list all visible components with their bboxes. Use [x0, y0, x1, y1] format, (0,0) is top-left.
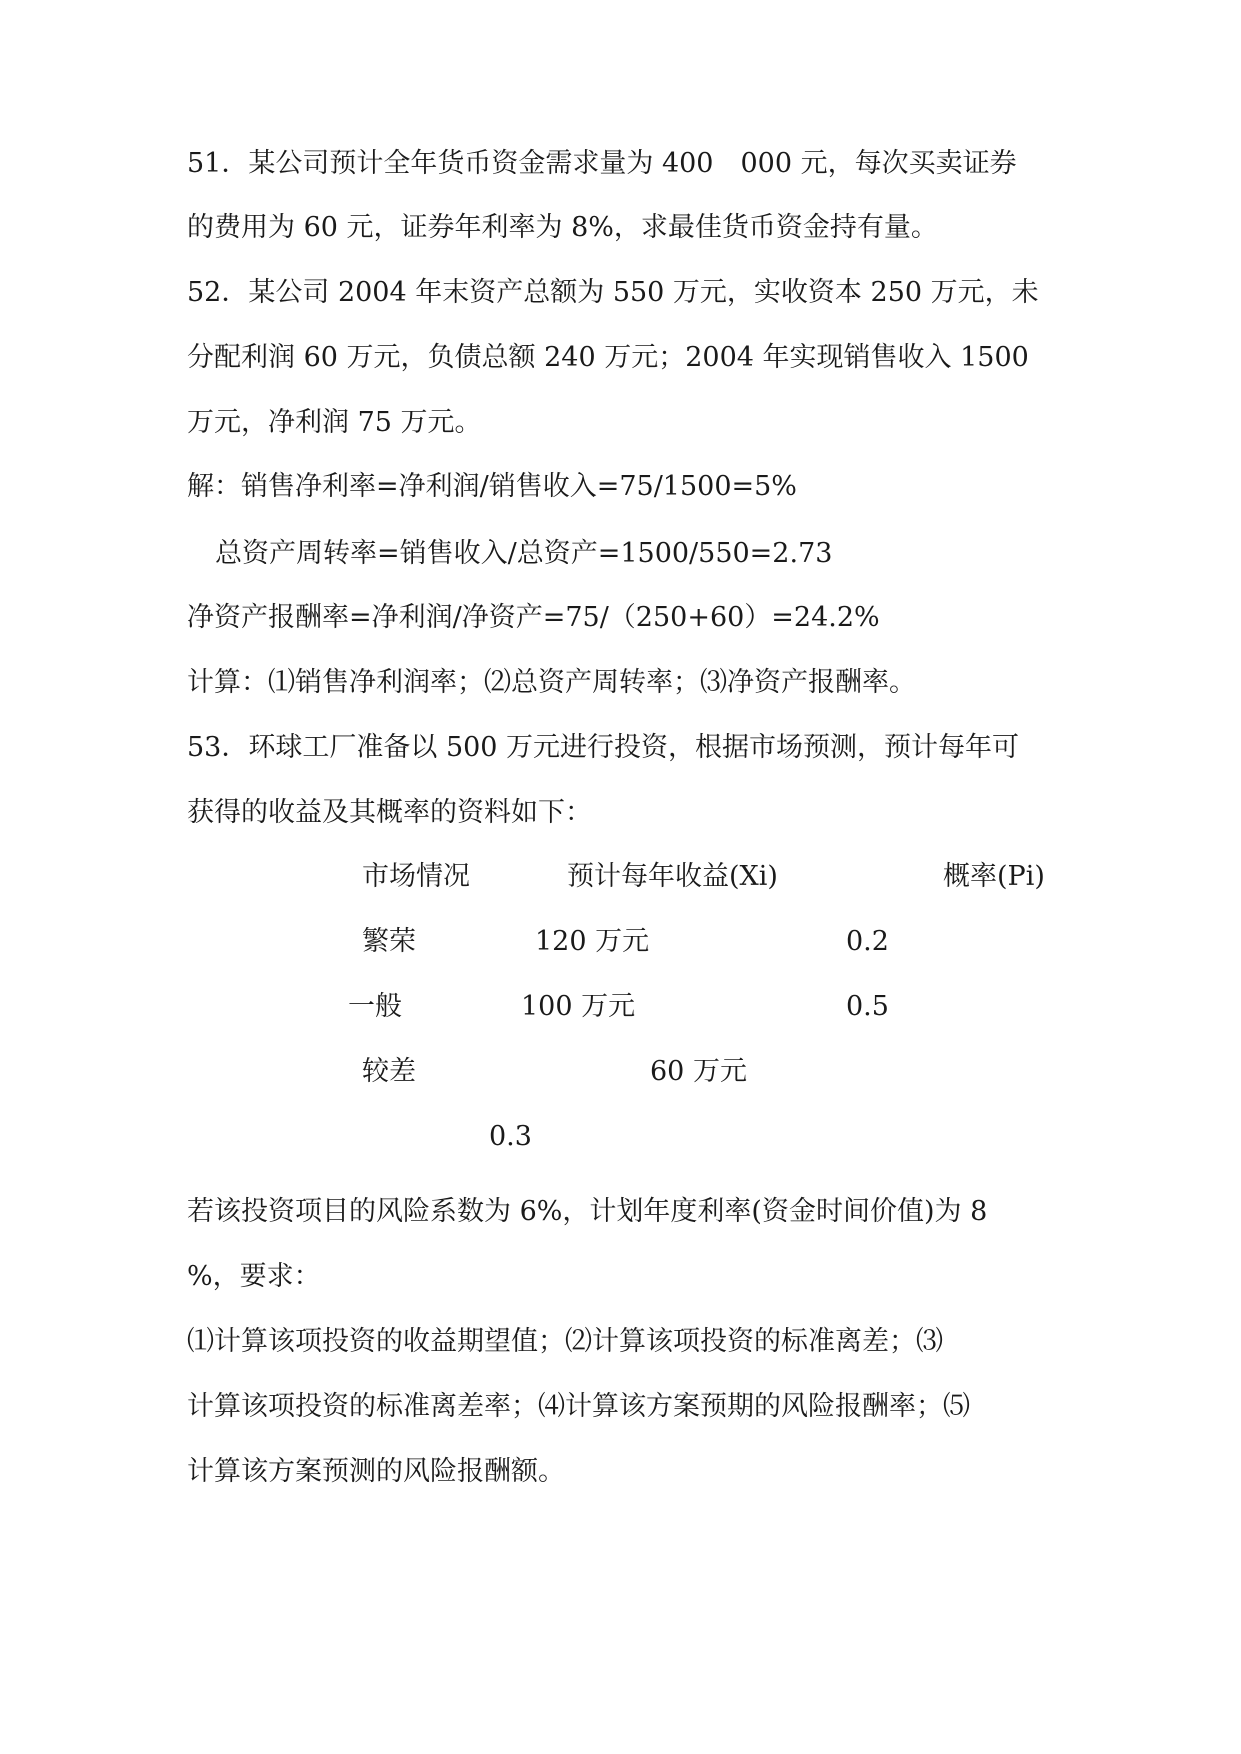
q52-solution-line1: 解：销售净利率=净利润/销售收入=75/1500=5%: [187, 471, 797, 502]
table-cell-probability: 0.3: [489, 1121, 532, 1152]
q51-line1: 51．某公司预计全年货币资金需求量为 400 000 元，每次买卖证券: [187, 148, 1017, 179]
q52-solution-line3: 净资产报酬率=净利润/净资产=75/（250+60）=24.2%: [187, 602, 880, 633]
q53-line3: 若该投资项目的风险系数为 6%，计划年度利率(资金时间价值)为 8: [187, 1196, 988, 1227]
q52-line2: 分配利润 60 万元，负债总额 240 万元；2004 年实现销售收入 1500: [187, 342, 1029, 373]
q53-line1: 53．环球工厂准备以 500 万元进行投资，根据市场预测，预计每年可: [187, 732, 1020, 763]
q53-line4: %，要求：: [187, 1261, 321, 1292]
table-cell-income: 120 万元: [535, 926, 650, 957]
q53-requirements-line1: ⑴计算该项投资的收益期望值；⑵计算该项投资的标准离差；⑶: [187, 1326, 943, 1357]
table-cell-income: 60 万元: [650, 1056, 747, 1087]
table-cell-probability: 0.2: [846, 926, 889, 957]
q52-solution-line2: 总资产周转率=销售收入/总资产=1500/550=2.73: [215, 538, 833, 569]
table-cell-condition: 繁荣: [362, 926, 416, 957]
table-header-condition: 市场情况: [362, 861, 470, 892]
q52-line1: 52．某公司 2004 年末资产总额为 550 万元，实收资本 250 万元，未: [187, 277, 1039, 308]
table-cell-income: 100 万元: [521, 991, 636, 1022]
q53-requirements-line3: 计算该方案预测的风险报酬额。: [187, 1456, 565, 1487]
table-cell-probability: 0.5: [846, 991, 889, 1022]
q52-line3: 万元，净利润 75 万元。: [187, 407, 482, 438]
table-header-income: 预计每年收益(Xi): [567, 861, 778, 892]
table-cell-condition: 较差: [362, 1056, 416, 1087]
table-cell-condition: 一般: [348, 991, 402, 1022]
q53-requirements-line2: 计算该项投资的标准离差率；⑷计算该方案预期的风险报酬率；⑸: [187, 1391, 970, 1422]
q52-tasks: 计算：⑴销售净利润率；⑵总资产周转率；⑶净资产报酬率。: [187, 667, 916, 698]
q51-line2: 的费用为 60 元，证券年利率为 8%，求最佳货币资金持有量。: [187, 212, 938, 243]
table-header-probability: 概率(Pi): [943, 861, 1045, 892]
q53-line2: 获得的收益及其概率的资料如下：: [187, 797, 592, 828]
